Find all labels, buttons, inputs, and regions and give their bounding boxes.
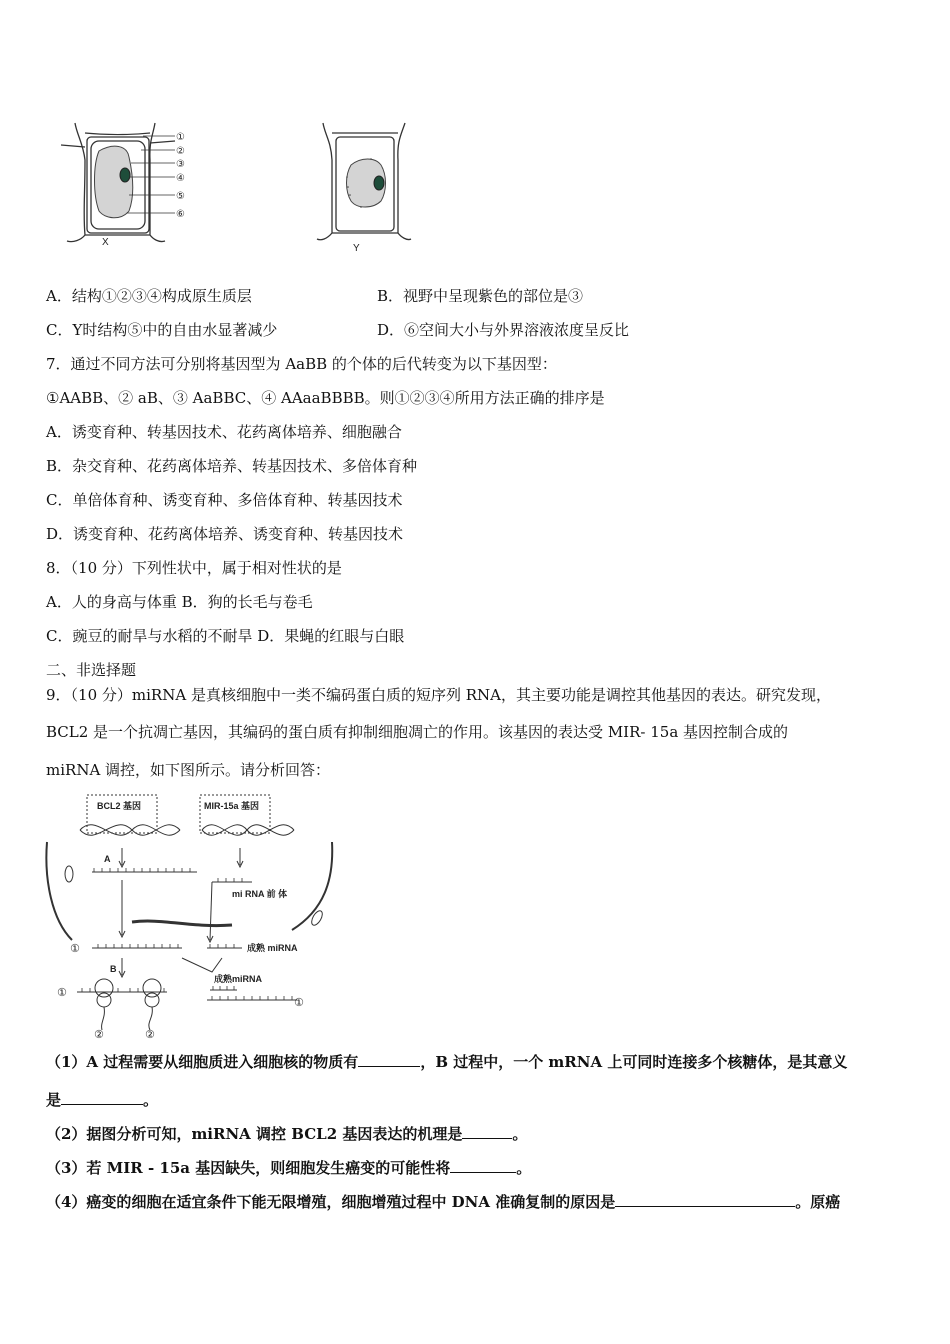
q9-sub4-text-a: （4）癌变的细胞在适宜条件下能无限增殖，细胞增殖过程中 DNA 准确复制的原因是	[46, 1193, 616, 1211]
q6-option-d: D．⑥空间大小与外界溶液浓度呈反比	[377, 321, 630, 339]
mature-mirna-label-1: 成熟 miRNA	[247, 943, 298, 953]
q7-option-d: D．诱变育种、花药离体培养、诱变育种、转基因技术	[46, 525, 404, 543]
label-4: ④	[176, 173, 185, 184]
mirna-figure	[42, 790, 342, 1040]
mir-gene-label: MIR-15a 基因	[204, 801, 260, 811]
q9-sub3-line	[46, 1158, 531, 1178]
q9-sub1-text-a: （1）A 过程需要从细胞质进入细胞核的物质有	[46, 1053, 359, 1071]
label-3: ③	[176, 159, 185, 170]
q9-sub1-line-2	[46, 1090, 158, 1110]
cell-figure-xy	[55, 115, 425, 260]
q7-stem-1: 7．通过不同方法可分别将基因型为 AaBB 的个体的后代转变为以下基因型：	[46, 355, 557, 373]
label-6: ⑥	[176, 209, 185, 220]
q9-sub4-line	[46, 1192, 840, 1212]
nucleus-x	[120, 168, 130, 182]
answer-blank-1[interactable]	[358, 1052, 420, 1067]
process-b-label: B	[110, 964, 117, 974]
q8-options-ab: A．人的身高与体重 B．狗的长毛与卷毛	[46, 593, 313, 611]
mature-mirna-label-2: 成熟miRNA	[214, 974, 263, 984]
q9-sub2-text-a: （2）据图分析可知，miRNA 调控 BCL2 基因表达的机理是	[46, 1125, 463, 1143]
caption-y: Y	[353, 243, 360, 254]
q9-sub2-line	[46, 1124, 527, 1144]
q9-sub1-text-d: 。	[143, 1091, 159, 1109]
q9-line-3: miRNA 调控，如下图所示。请分析回答：	[46, 761, 331, 779]
label-1: ①	[176, 132, 185, 143]
q8-stem: 8．（10 分）下列性状中，属于相对性状的是	[46, 559, 342, 577]
q6-option-b: B．视野中呈现紫色的部位是③	[377, 287, 584, 305]
nucleus-y	[374, 176, 384, 190]
answer-blank-4[interactable]	[450, 1158, 516, 1173]
circle-2-label-a: ②	[94, 1029, 104, 1040]
q9-sub1-text-b: ，B 过程中，一个 mRNA 上可同时连接多个核糖体，是其意义	[420, 1053, 848, 1071]
q7-option-c: C．单倍体育种、诱变育种、多倍体育种、转基因技术	[46, 491, 403, 509]
answer-blank-3[interactable]	[462, 1124, 512, 1139]
q9-line-2: BCL2 是一个抗凋亡基因，其编码的蛋白质有抑制细胞凋亡的作用。该基因的表达受 MIR- 15a 基因控制合成的	[46, 723, 789, 741]
label-2: ②	[176, 146, 185, 157]
label-5: ⑤	[176, 191, 185, 202]
q9-sub3-text-b: 。	[516, 1159, 532, 1177]
q9-sub3-text-a: （3）若 MIR - 15a 基因缺失，则细胞发生癌变的可能性将	[46, 1159, 451, 1177]
q9-sub2-text-b: 。	[512, 1125, 528, 1143]
q6-option-c: C．Y时结构⑤中的自由水显著减少	[46, 321, 278, 339]
bcl2-gene-label: BCL2 基因	[97, 801, 142, 811]
q8-options-cd: C．豌豆的耐旱与水稻的不耐旱 D．果蝇的红眼与白眼	[46, 627, 405, 645]
circle-2-label-b: ②	[145, 1029, 155, 1040]
circle-1-label-c: ①	[294, 997, 304, 1009]
answer-blank-5[interactable]	[615, 1192, 795, 1207]
q7-stem-2: ①AABB、② aB、③ AaBBC、④ AAaaBBBB。则①②③④所用方法正确的排序是	[46, 389, 605, 407]
circle-1-label-b: ①	[57, 987, 67, 999]
q6-option-a: A．结构①②③④构成原生质层	[46, 287, 252, 305]
q9-sub1-line-1	[46, 1052, 847, 1072]
circle-1-label-a: ①	[70, 943, 80, 955]
process-a-label: A	[104, 854, 111, 864]
section-title: 二、非选择题	[46, 661, 137, 679]
answer-blank-2[interactable]	[61, 1090, 143, 1105]
q9-sub4-text-b: 。原癌	[795, 1193, 841, 1211]
q7-option-b: B．杂交育种、花药离体培养、转基因技术、多倍体育种	[46, 457, 418, 475]
caption-x: X	[102, 237, 109, 248]
q7-option-a: A．诱变育种、转基因技术、花药离体培养、细胞融合	[46, 423, 402, 441]
q9-line-1: 9．（10 分）miRNA 是真核细胞中一类不编码蛋白质的短序列 RNA，其主要功能是调控其他基因的表达。研究发现，	[46, 686, 831, 704]
q9-sub1-text-c: 是	[46, 1091, 62, 1109]
precursor-label: mi RNA 前 体	[232, 889, 288, 899]
